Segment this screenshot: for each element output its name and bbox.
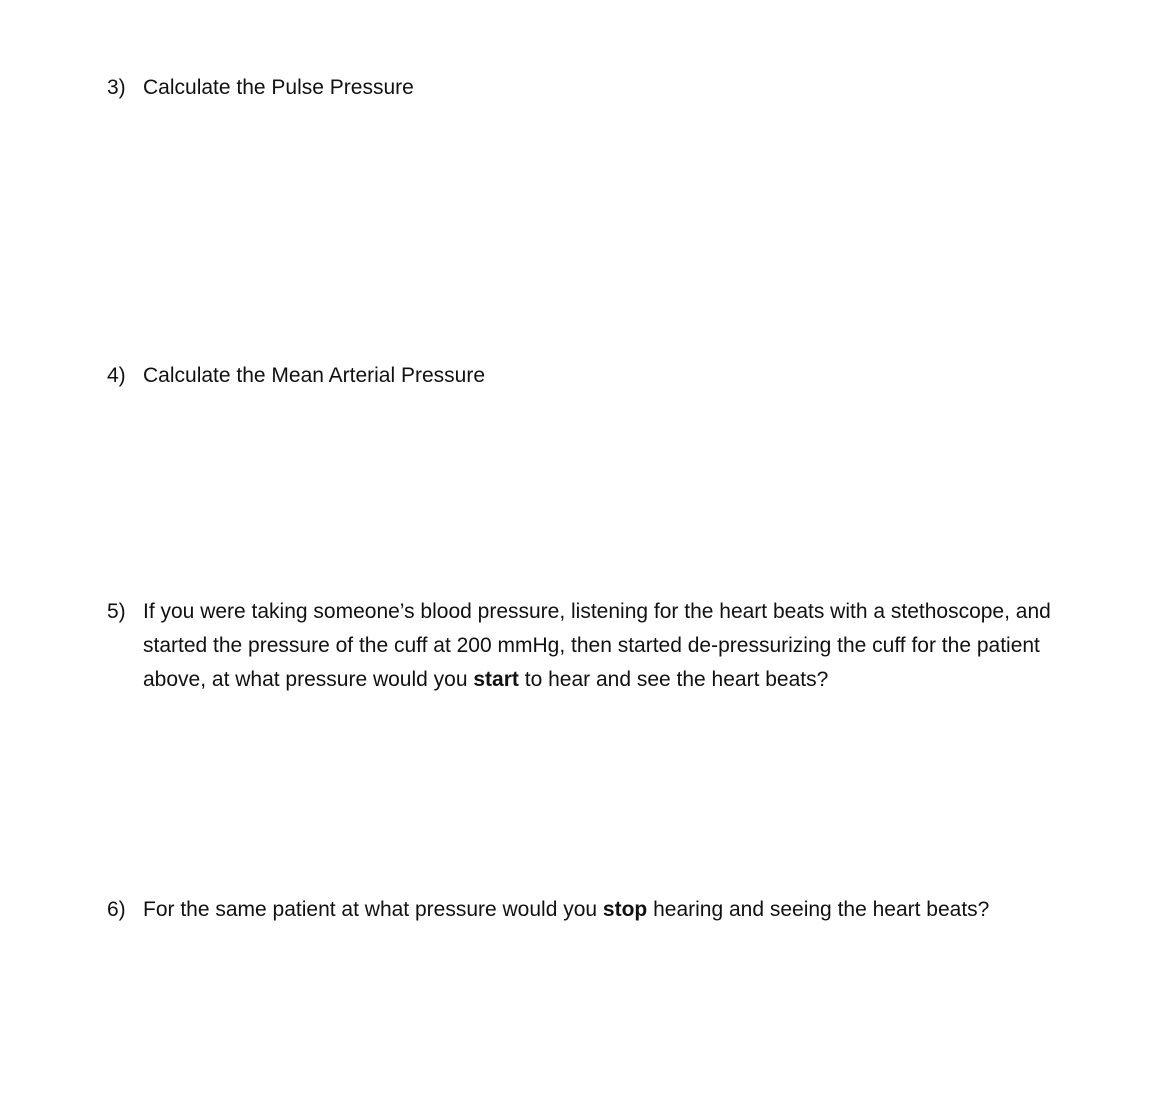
question-text: [143, 595, 1107, 697]
question-text-content: Calculate the Mean Arterial Pressure: [143, 364, 485, 387]
question-text-after: hearing and seeing the heart beats?: [647, 898, 990, 921]
question-emphasis: stop: [602, 898, 648, 921]
question-text-after: to hear and see the heart beats?: [518, 668, 829, 691]
question-emphasis: start: [473, 668, 519, 691]
question-text-content: Calculate the Pulse Pressure: [143, 76, 414, 99]
question-text-before: If you were taking someone’s blood pressure, listening for the heart beats with a stethoscope, and started the pressure of the cuff at 200 mmHg, then started de-pressurizing the cuff for the patient above, at what pressure would you: [143, 600, 1051, 691]
question-4: [107, 359, 1107, 393]
question-number: 5): [107, 600, 126, 623]
question-number: 3): [107, 76, 126, 99]
question-text: [143, 359, 1107, 393]
question-number: 6): [107, 898, 126, 921]
question-5: [107, 595, 1107, 697]
question-number: 4): [107, 364, 126, 387]
question-3: [107, 71, 1107, 105]
question-text: [143, 893, 1107, 927]
question-6: [107, 893, 1107, 927]
question-text: [143, 71, 1107, 105]
question-text-before: For the same patient at what pressure would you: [143, 898, 603, 921]
